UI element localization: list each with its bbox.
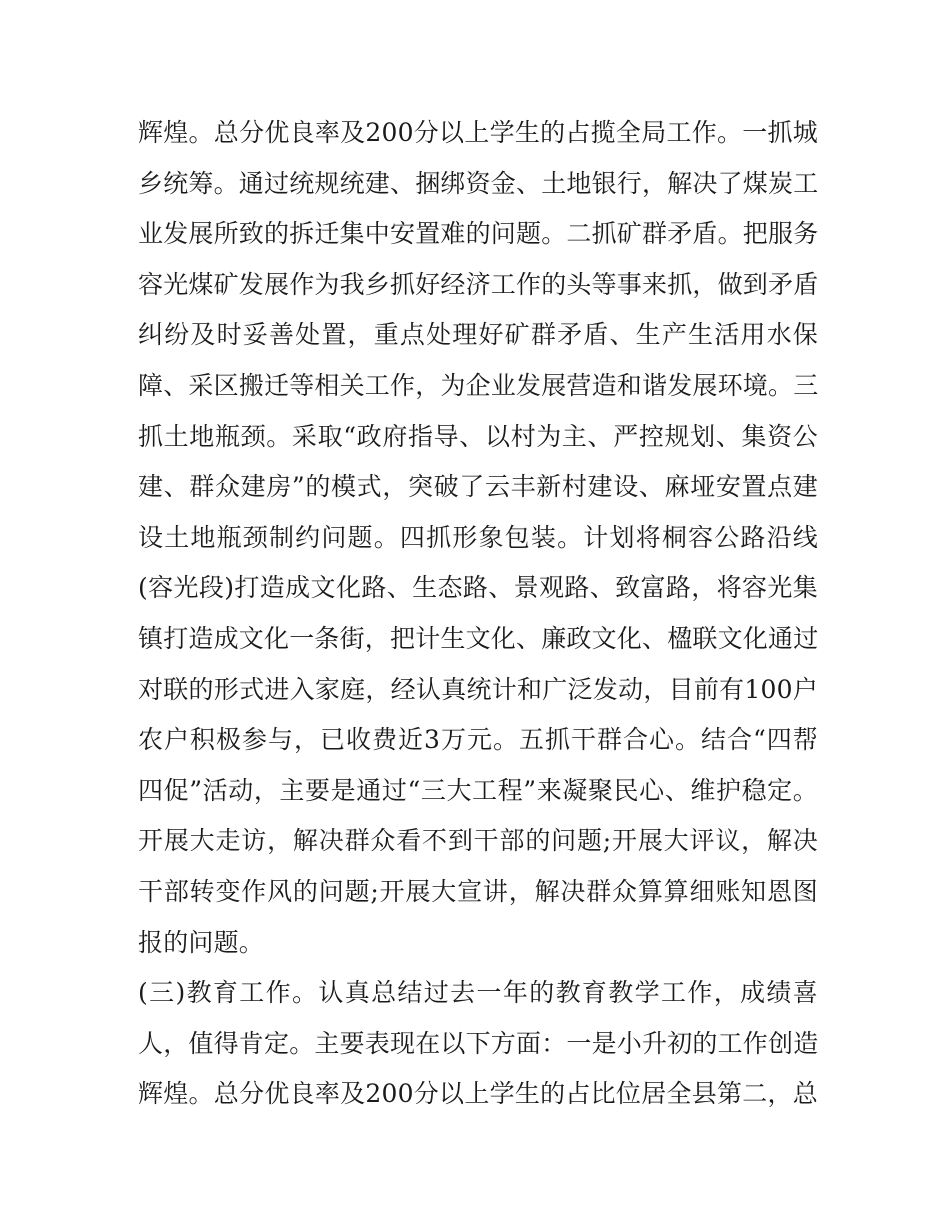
text-line: 设土地瓶颈制约问题。四抓形象包装。计划将桐容公路沿线 <box>138 522 818 552</box>
text-line: 农户积极参与，已收费近3万元。五抓干群合心。结合“四帮 <box>138 725 818 755</box>
text-line: 干部转变作风的问题;开展大宣讲，解决群众算算细账知恩图 <box>138 876 818 906</box>
text-line: 业发展所致的拆迁集中安置难的问题。二抓矿群矛盾。把服务 <box>138 219 819 249</box>
text-line: 开展大走访，解决群众看不到干部的问题;开展大评议，解决 <box>138 826 818 856</box>
text-line: 对联的形式进入家庭，经认真统计和广泛发动，目前有100户 <box>138 674 818 704</box>
body-text <box>138 108 818 1120</box>
text-line: 纠纷及时妥善处置，重点处理好矿群矛盾、生产生活用水保 <box>138 320 818 350</box>
text-line: 乡统筹。通过统规统建、捆绑资金、土地银行，解决了煤炭工 <box>138 168 819 198</box>
text-line: 建、群众建房”的模式，突破了云丰新村建设、麻垭安置点建 <box>138 472 818 502</box>
text-line: 人，值得肯定。主要表现在以下方面：一是小升初的工作创造 <box>138 1028 819 1058</box>
text-line: (容光段)打造成文化路、生态路、景观路、致富路，将容光集 <box>138 573 818 603</box>
section-heading-line: (三)教育工作。认真总结过去一年的教育教学工作，成绩喜 <box>138 978 818 1008</box>
text-line: 障、采区搬迁等相关工作，为企业发展营造和谐发展环境。三 <box>138 370 819 400</box>
text-line: 辉煌。总分优良率及200分以上学生的占比位居全县第二，总 <box>138 1079 818 1109</box>
text-line: 四促”活动，主要是通过“三大工程”来凝聚民心、维护稳定。 <box>138 775 818 805</box>
text-line: 抓土地瓶颈。采取“政府指导、以村为主、严控规划、集资公 <box>138 421 818 451</box>
text-line: 辉煌。总分优良率及200分以上学生的占揽全局工作。一抓城 <box>138 118 818 147</box>
text-line: 镇打造成文化一条街，把计生文化、廉政文化、楹联文化通过 <box>138 623 819 653</box>
text-line: 容光煤矿发展作为我乡抓好经济工作的头等事来抓，做到矛盾 <box>138 269 819 299</box>
text-line-paragraph-end: 报的问题。 <box>138 927 265 957</box>
